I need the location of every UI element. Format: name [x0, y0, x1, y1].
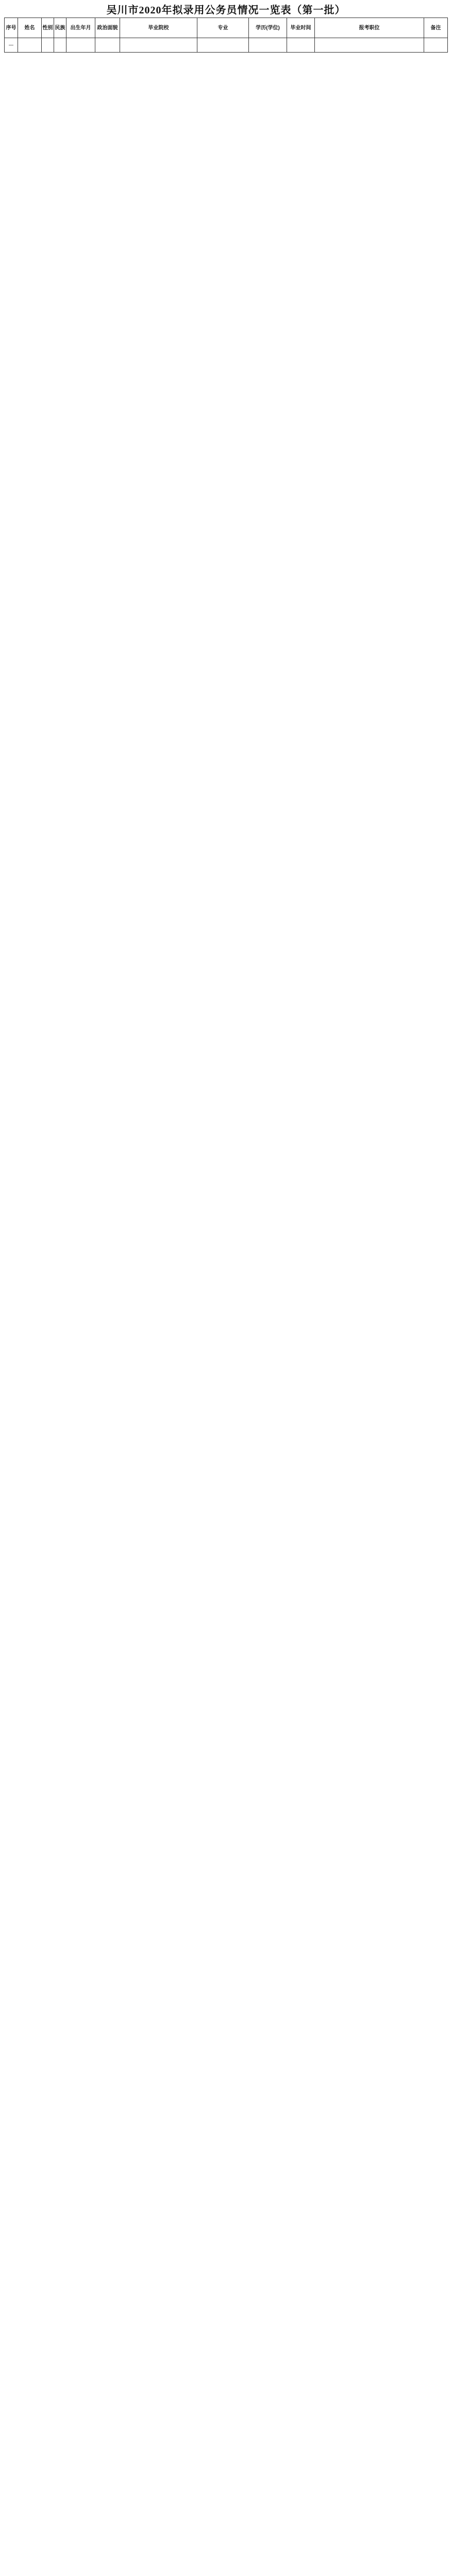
- column-header: 毕业院校: [120, 18, 197, 38]
- cell-school: [120, 38, 197, 53]
- column-header: 专业: [197, 18, 249, 38]
- column-header: 备注: [424, 18, 448, 38]
- cell-major: [197, 38, 249, 53]
- column-header: 性别: [42, 18, 54, 38]
- column-header: 报考职位: [315, 18, 424, 38]
- document-title: 吴川市2020年拟录用公务员情况一览表（第一批）: [106, 4, 346, 16]
- column-header: 姓名: [18, 18, 42, 38]
- column-header: 毕业时间: [287, 18, 315, 38]
- cell-position: [315, 38, 424, 53]
- table-row: [5, 38, 448, 53]
- cell-note: [424, 38, 448, 53]
- cell-no: —: [5, 38, 18, 53]
- cell-education: [249, 38, 287, 53]
- cell-birth: [66, 38, 95, 53]
- cell-ethnicity: [54, 38, 66, 53]
- column-header: 政治面貌: [95, 18, 120, 38]
- table-body: [5, 38, 448, 53]
- cell-name: [18, 38, 42, 53]
- cell-political: [95, 38, 120, 53]
- header-row: [5, 18, 448, 38]
- column-header: 学历(学位): [249, 18, 287, 38]
- column-header: 出生年月: [66, 18, 95, 38]
- roster-table: [4, 18, 448, 53]
- table-header: [5, 18, 448, 38]
- column-header: 序号: [5, 18, 18, 38]
- cell-gender: [42, 38, 54, 53]
- column-header: 民族: [54, 18, 66, 38]
- cell-graduation: [287, 38, 315, 53]
